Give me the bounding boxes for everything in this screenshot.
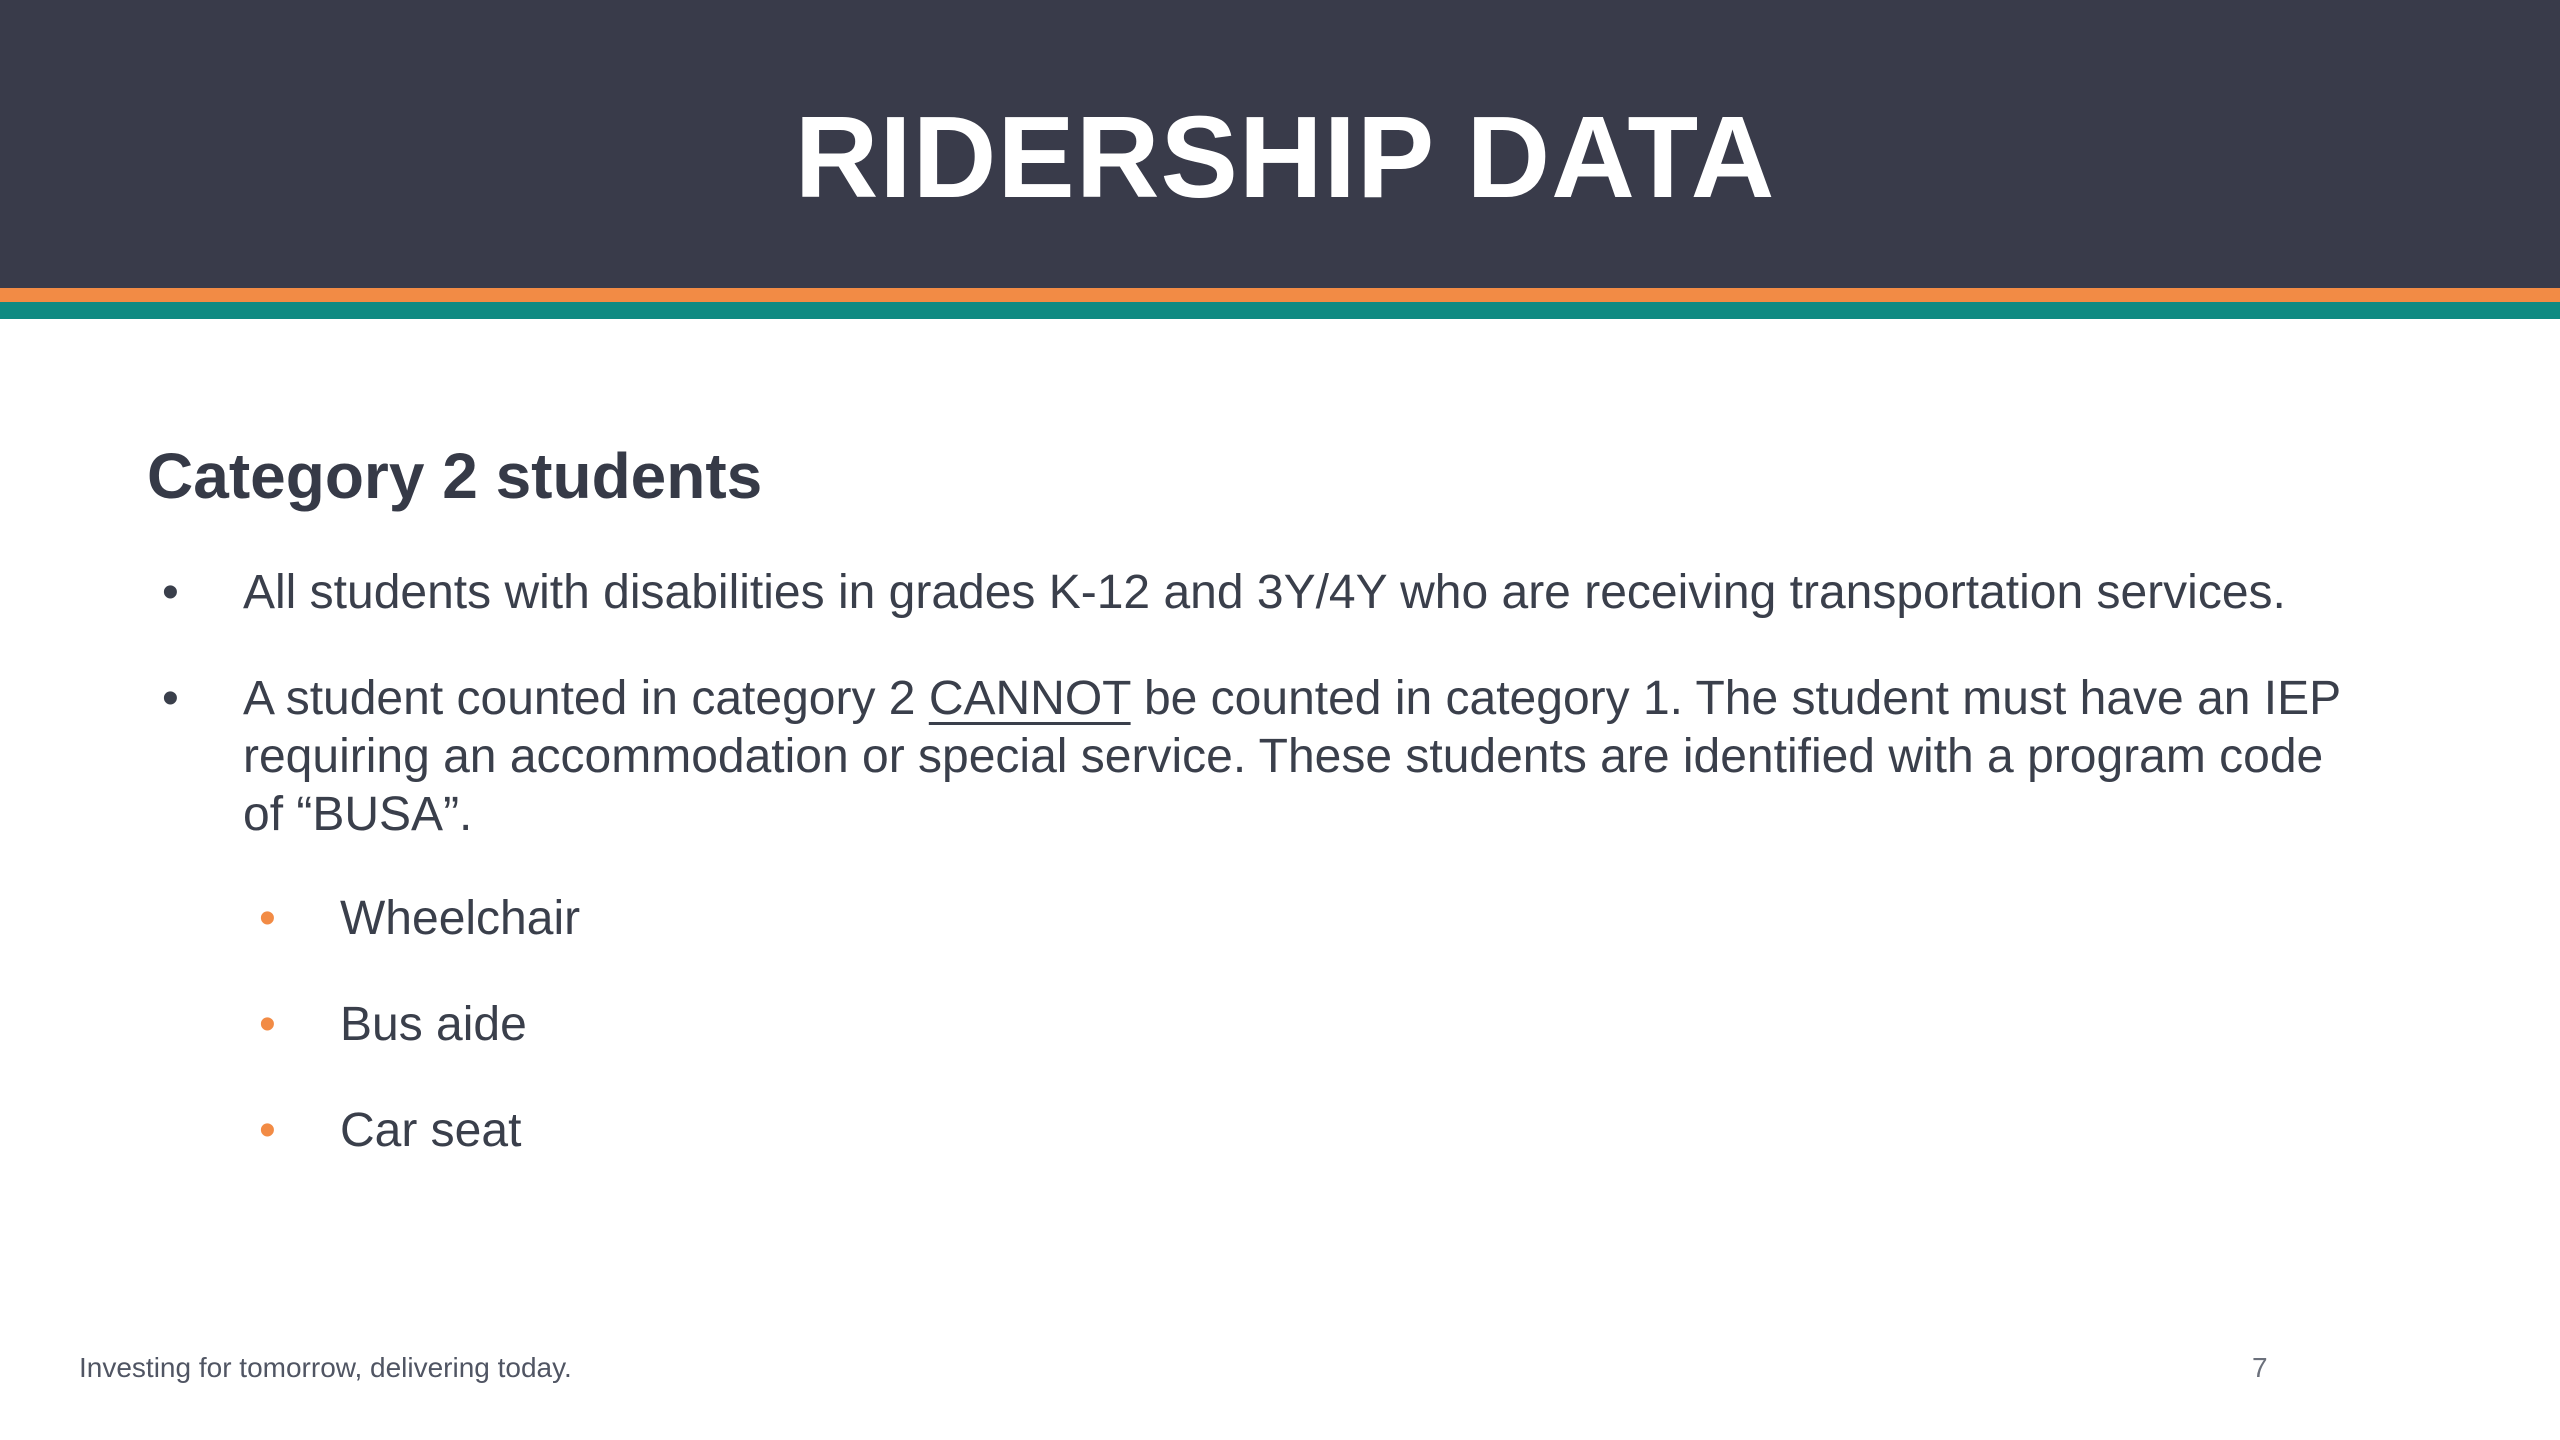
section-heading: Category 2 students [147,440,763,512]
title-banner [0,0,2560,288]
bullet-text-part: requiring an accommodation or special service. These students are identified with a program code [243,730,2324,783]
orange-bullet-dot-icon: • [259,998,276,1051]
orange-accent-stripe [0,288,2560,302]
teal-accent-stripe [0,302,2560,319]
bullet-text [243,670,2543,844]
footer-tagline: Investing for tomorrow, delivering today. [79,1352,572,1383]
bullet-text-part: A student counted in category 2 [243,672,929,725]
slide-title: RIDERSHIP DATA [794,92,1776,222]
bullet-text-part: of “BUSA”. [243,788,473,841]
sub-bullet-text: Bus aide [340,998,527,1051]
bullet-text-part: be counted in category 1. The student must have an IEP [1130,672,2342,725]
bullet-dot-icon: • [162,566,179,619]
bullet-dot-icon: • [162,672,179,725]
orange-bullet-dot-icon: • [259,1104,276,1157]
bullet-text: All students with disabilities in grades K-12 and 3Y/4Y who are receiving transportation services. [243,566,2286,619]
sub-bullet-text: Car seat [340,1104,522,1157]
orange-bullet-dot-icon: • [259,892,276,945]
page-number: 7 [2252,1352,2268,1383]
sub-bullet-text: Wheelchair [340,892,581,945]
underlined-emphasis: CANNOT [928,672,1131,725]
